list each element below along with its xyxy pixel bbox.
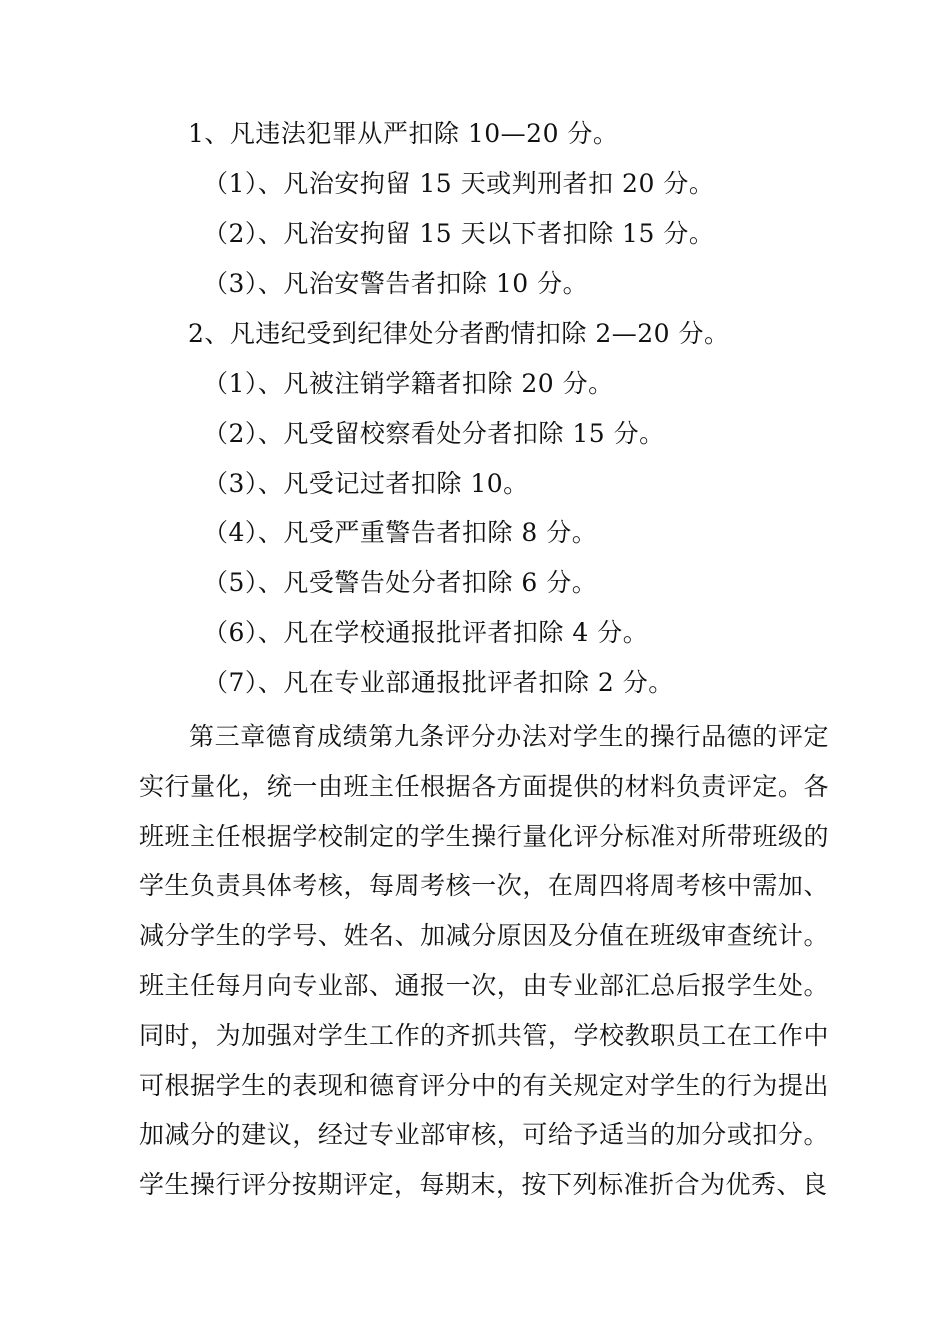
rule-item-2-6: （6）、凡在学校通报批评者扣除 4 分。	[203, 618, 649, 647]
rule-item-1-2: （2）、凡治安拘留 15 天以下者扣除 15 分。	[203, 219, 715, 248]
rule-item-2-4: （4）、凡受严重警告者扣除 8 分。	[203, 518, 598, 547]
rule-item-1-1: （1）、凡治安拘留 15 天或判刑者扣 20 分。	[203, 169, 715, 198]
chapter-three-paragraph: 第三章德育成绩第九条评分办法对学生的操行品德的评定实行量化，统一由班主任根据各方面提供的材料负责评定。各班班主任根据学校制定的学生操行量化评分标准对所带班级的学生负责具体考核，每周考核一次，在周四将周考核中需加、减分学生的学号、姓名、加减分原因及分值在班级审查统计。班主任每月向专业部、通报一次，由专业部汇总后报学生处。同时，为加强对学生工作的齐抓共管，学校教职员工在工作中可根据学生的表现和德育评分中的有关规定对学生的行为提出加减分的建议，经过专业部审核，可给予适当的加分或扣分。学生操行评分按期评定，每期末，按下列标准折合为优秀、良	[139, 722, 829, 1200]
rule-item-1-3: （3）、凡治安警告者扣除 10 分。	[203, 269, 589, 298]
rule-item-2-5: （5）、凡受警告处分者扣除 6 分。	[203, 568, 598, 597]
rule-item-2-1: （1）、凡被注销学籍者扣除 20 分。	[203, 369, 614, 398]
rule-item-2-3: （3）、凡受记过者扣除 10。	[203, 469, 529, 498]
rule-item-2-2: （2）、凡受留校察看处分者扣除 15 分。	[203, 419, 665, 448]
rule-section-2: 2、凡违纪受到纪律处分者酌情扣除 2—20 分。	[188, 319, 730, 348]
rule-section-1: 1、凡违法犯罪从严扣除 10—20 分。	[188, 119, 619, 148]
rule-item-2-7: （7）、凡在专业部通报批评者扣除 2 分。	[203, 668, 674, 697]
